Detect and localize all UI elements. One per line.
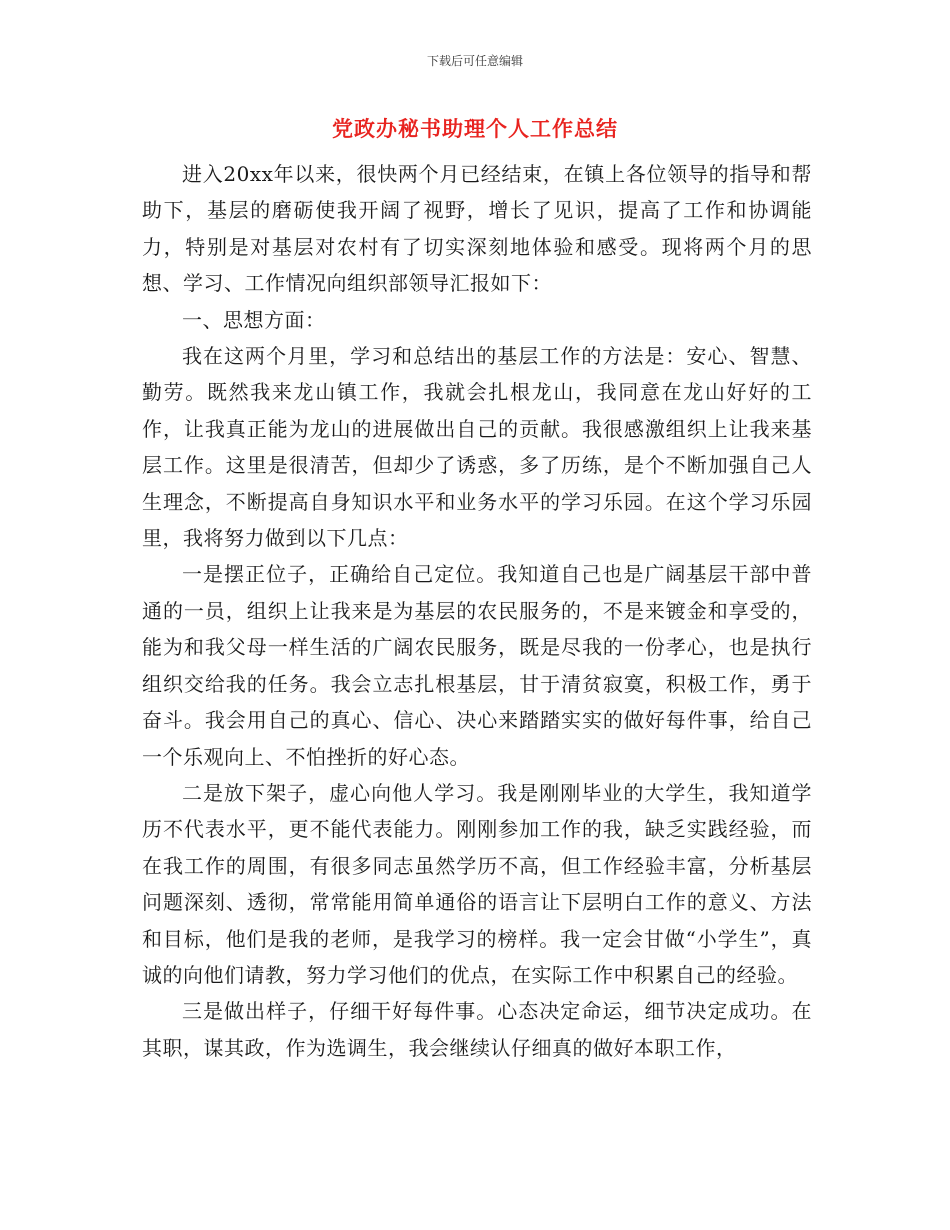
header-note: 下载后可任意编辑 bbox=[426, 54, 523, 68]
paragraph-point-one: 一是摆正位子，正确给自己定位。我知道自己也是广阔基层干部中普通的一员，组织上让我来是为基层的农民服务的，不是来镀金和享受的，能为和我父母一样生活的广阔农民服务，既是尽我的一份孝心，也是执行组织交给我的任务。我会立志扎根基层，甘于清贫寂寞，积极工作，勇于奋斗。我会用自己的真心、信心、决心来踏踏实实的做好每件事，给自己一个乐观向上、不怕挫折的好心态。 bbox=[142, 562, 812, 769]
paragraph-point-three: 三是做出样子，仔细干好每件事。心态决定命运，细节决定成功。在其职，谋其政，作为选调生，我会继续认仔细真的做好本职工作， bbox=[142, 999, 812, 1060]
paragraph-methods: 我在这两个月里，学习和总结出的基层工作的方法是：安心、智慧、勤劳。既然我来龙山镇工作，我就会扎根龙山，我同意在龙山好好的工作，让我真正能为龙山的进展做出自己的贡献。我很感激组织上让我来基层工作。这里是很清苦，但却少了诱惑，多了历练，是个不断加强自己人生理念，不断提高自身知识水平和业务水平的学习乐园。在这个学习乐园里，我将努力做到以下几点： bbox=[142, 344, 812, 551]
section-heading-thought: 一、思想方面： bbox=[182, 307, 326, 332]
paragraph-intro: 进入20xx年以来，很快两个月已经结束，在镇上各位领导的指导和帮助下，基层的磨砺使我开阔了视野，增长了见识，提高了工作和协调能力，特别是对基层对农村有了切实深刻地体验和感受。现将两个月的思想、学习、工作情况向组织部领导汇报如下： bbox=[142, 162, 812, 296]
document-body bbox=[142, 156, 812, 1066]
document-title: 党政办秘书助理个人工作总结 bbox=[332, 116, 618, 141]
paragraph-point-two: 二是放下架子，虚心向他人学习。我是刚刚毕业的大学生，我知道学历不代表水平，更不能代表能力。刚刚参加工作的我，缺乏实践经验，而在我工作的周围，有很多同志虽然学历不高，但工作经验丰富，分析基层问题深刻、透彻，常常能用简单通俗的语言让下层明白工作的意义、方法和目标，他们是我的老师，是我学习的榜样。我一定会甘做“小学生”，真诚的向他们请教，努力学习他们的优点，在实际工作中积累自己的经验。 bbox=[142, 780, 812, 987]
